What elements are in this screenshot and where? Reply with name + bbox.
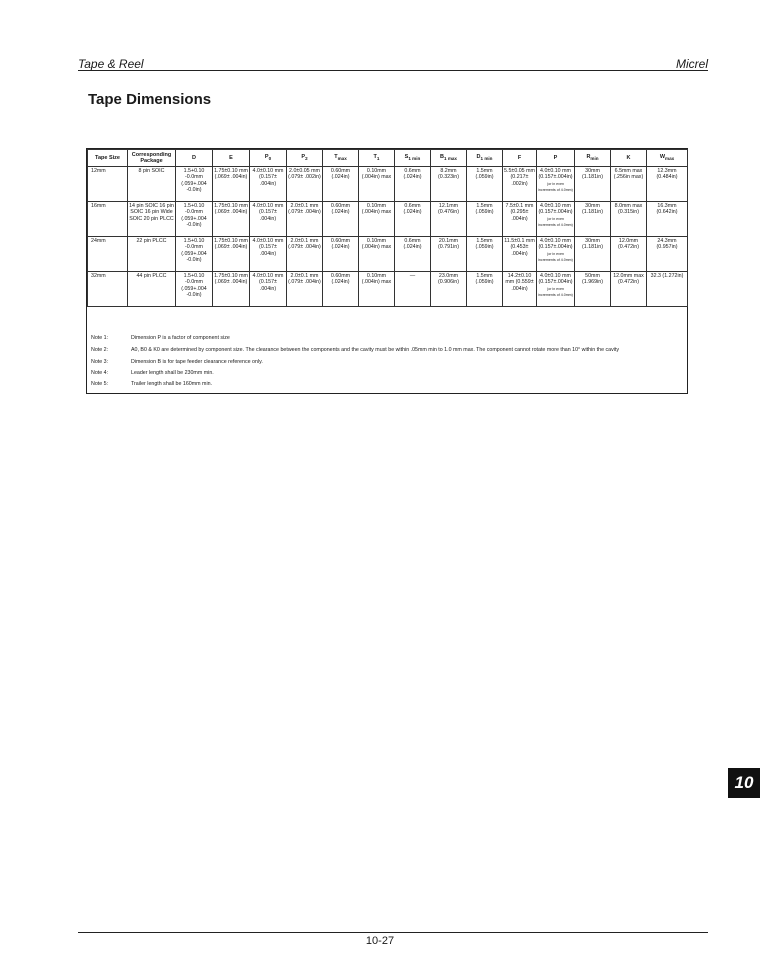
cell-d: 1.5+0.10 -0.0mm (.059+.004 -0.0in) [176, 272, 213, 307]
note-label: Note 4: [91, 370, 109, 376]
cell-tmax: 0.60mm (.024in) [323, 237, 359, 272]
cell-p [537, 167, 575, 202]
col-header-tape-size: Tape Size [88, 150, 128, 167]
cell-p2: 2.0±0.1 mm (.079± .004in) [287, 272, 323, 307]
cell-package: 44 pin PLCC [128, 272, 176, 307]
note-text: Dimension P is a factor of component size [131, 335, 230, 341]
cell-b1max: 8.2mm (0.323in) [431, 167, 467, 202]
note-label: Note 2: [91, 347, 109, 353]
cell-p-note: (or in even increments of 4.0mm) [538, 251, 573, 262]
cell-f: 5.5±0.05 mm (0.217± .002in) [503, 167, 537, 202]
cell-k: 12.0mm max (0.472in) [611, 272, 647, 307]
cell-p0: 4.0±0.10 mm (0.157± .004in) [250, 237, 287, 272]
cell-wmax: 12.3mm (0.484in) [647, 167, 688, 202]
cell-k: 8.0mm max (0.315in) [611, 202, 647, 237]
cell-p0: 4.0±0.10 mm (0.157± .004in) [250, 167, 287, 202]
col-header-e: E [213, 150, 250, 167]
cell-b1max: 20.1mm (0.791in) [431, 237, 467, 272]
cell-e: 1.75±0.10 mm (.069± .004in) [213, 237, 250, 272]
table-body [88, 167, 688, 307]
col-header-p0: $P_0$ [250, 150, 287, 167]
cell-d: 1.5+0.10 -0.0mm (.059+.004 -0.0in) [176, 237, 213, 272]
cell-p [537, 237, 575, 272]
note-3 [91, 359, 263, 365]
cell-p [537, 202, 575, 237]
section-header: Tape & Reel [78, 57, 144, 71]
cell-d1min: 1.5mm (.059in) [467, 202, 503, 237]
tape-dimensions-table [87, 149, 688, 307]
cell-k: 6.5mm max (.256in max) [611, 167, 647, 202]
col-header-t1: $T_1$ [359, 150, 395, 167]
cell-p2: 2.0±0.05 mm (.079± .002in) [287, 167, 323, 202]
cell-tmax: 0.60mm (.024in) [323, 202, 359, 237]
note-2 [91, 347, 619, 353]
cell-p-value: 4.0±0.10 mm (0.157±.004in) [538, 238, 573, 251]
note-label: Note 5: [91, 381, 109, 387]
cell-d: 1.5+0.10 -0.0mm (.059+.004 -0.0in) [176, 167, 213, 202]
table-row [88, 272, 688, 307]
col-header-package: Corresponding Package [128, 150, 176, 167]
brand-header: Micrel [676, 57, 708, 71]
cell-s1min: 0.6mm (.024in) [395, 167, 431, 202]
section-tab-badge: 10 [728, 768, 760, 798]
note-text: Dimension B is for tape feeder clearance reference only. [131, 359, 263, 365]
cell-tape-size: 12mm [88, 167, 128, 202]
col-header-wmax: $W_{max}$ [647, 150, 688, 167]
cell-p-value: 4.0±0.10 mm (0.157±.004in) [538, 273, 573, 286]
table-row [88, 202, 688, 237]
page-number: 10-27 [365, 935, 395, 947]
cell-p-note: (or in even increments of 4.0mm) [538, 286, 573, 297]
cell-b1max: 23.0mm (0.906in) [431, 272, 467, 307]
cell-f: 11.5±0.1 mm (0.453± .004in) [503, 237, 537, 272]
col-header-rmin: $R_{min}$ [575, 150, 611, 167]
cell-p0: 4.0±0.10 mm (0.157± .004in) [250, 202, 287, 237]
cell-tape-size: 32mm [88, 272, 128, 307]
table-row [88, 237, 688, 272]
cell-d: 1.5+0.10 -0.0mm (.059+.004 -0.0in) [176, 202, 213, 237]
cell-p [537, 272, 575, 307]
cell-rmin: 50mm (1.969in) [575, 272, 611, 307]
cell-rmin: 30mm (1.181in) [575, 167, 611, 202]
note-1 [91, 335, 230, 341]
cell-tape-size: 16mm [88, 202, 128, 237]
col-header-b1max: $B_{1 max}$ [431, 150, 467, 167]
cell-b1max: 12.1mm (0.476in) [431, 202, 467, 237]
col-header-k: K [611, 150, 647, 167]
cell-e: 1.75±0.10 mm (.069± .004in) [213, 272, 250, 307]
cell-t1: 0.10mm (.004in) max [359, 167, 395, 202]
cell-package: 22 pin PLCC [128, 237, 176, 272]
cell-package: 14 pin SOIC 16 pin SOIC 16 pin Wide SOIC 20 pin PLCC [128, 202, 176, 237]
page-title: Tape Dimensions [88, 91, 212, 108]
col-header-p: P [537, 150, 575, 167]
cell-s1min: 0.6mm (.024in) [395, 237, 431, 272]
cell-s1min: 0.6mm (.024in) [395, 202, 431, 237]
tape-dimensions-table-box [86, 148, 688, 394]
cell-tape-size: 24mm [88, 237, 128, 272]
cell-t1: 0.10mm (.004in) max [359, 202, 395, 237]
cell-p-note: (or in even increments of 4.0mm) [538, 181, 573, 192]
table-row [88, 167, 688, 202]
col-header-tmax: $T_{max}$ [323, 150, 359, 167]
cell-d1min: 1.5mm (.059in) [467, 237, 503, 272]
footer-rule [78, 932, 708, 933]
cell-e: 1.75±0.10 mm (.069± .004in) [213, 202, 250, 237]
note-label: Note 3: [91, 359, 109, 365]
cell-d1min: 1.5mm (.059in) [467, 167, 503, 202]
cell-f: 7.5±0.1 mm (0.295± .004in) [503, 202, 537, 237]
cell-package: 8 pin SOIC [128, 167, 176, 202]
note-4 [91, 370, 214, 376]
cell-p-note: (or in even increments of 4.0mm) [538, 216, 573, 227]
cell-s1min: — [395, 272, 431, 307]
cell-f: 14.2±0.10 mm (0.559± .004in) [503, 272, 537, 307]
cell-rmin: 30mm (1.181in) [575, 237, 611, 272]
cell-t1: 0.10mm (.004in) max [359, 237, 395, 272]
cell-d1min: 1.5mm (.059in) [467, 272, 503, 307]
note-5 [91, 381, 212, 387]
cell-p2: 2.0±0.1 mm (.079± .004in) [287, 202, 323, 237]
cell-wmax: 16.3mm (0.642in) [647, 202, 688, 237]
cell-rmin: 30mm (1.181in) [575, 202, 611, 237]
cell-wmax: 32.3 (1.272in) [647, 272, 688, 307]
table-header-row [88, 150, 688, 167]
cell-wmax: 24.3mm (0.957in) [647, 237, 688, 272]
cell-k: 12.0mm (0.472in) [611, 237, 647, 272]
col-header-s1min: $S_{1 min}$ [395, 150, 431, 167]
header-rule [78, 70, 708, 71]
cell-tmax: 0.60mm (.024in) [323, 167, 359, 202]
note-label: Note 1: [91, 335, 109, 341]
note-text: A0, B0 & K0 are determined by component size. The clearance between the components and the cavity must be within .05mm min to 1.0 mm max. The component cannot rotate more than 10° within the cavity [131, 347, 620, 353]
note-text: Leader length shall be 230mm min. [131, 370, 214, 376]
col-header-d1min: $D_{1 min}$ [467, 150, 503, 167]
cell-tmax: 0.60mm (.024in) [323, 272, 359, 307]
cell-p2: 2.0±0.1 mm (.079± .004in) [287, 237, 323, 272]
cell-e: 1.75±0.10 mm (.069± .004in) [213, 167, 250, 202]
cell-p-value: 4.0±0.10 mm (0.157±.004in) [538, 168, 573, 181]
cell-p-value: 4.0±0.10 mm (0.157±.004in) [538, 203, 573, 216]
cell-t1: 0.10mm (.004in) max [359, 272, 395, 307]
col-header-f: F [503, 150, 537, 167]
note-text: Trailer length shall be 160mm min. [131, 381, 213, 387]
col-header-d: D [176, 150, 213, 167]
cell-p0: 4.0±0.10 mm (0.157± .004in) [250, 272, 287, 307]
col-header-p2: $P_2$ [287, 150, 323, 167]
